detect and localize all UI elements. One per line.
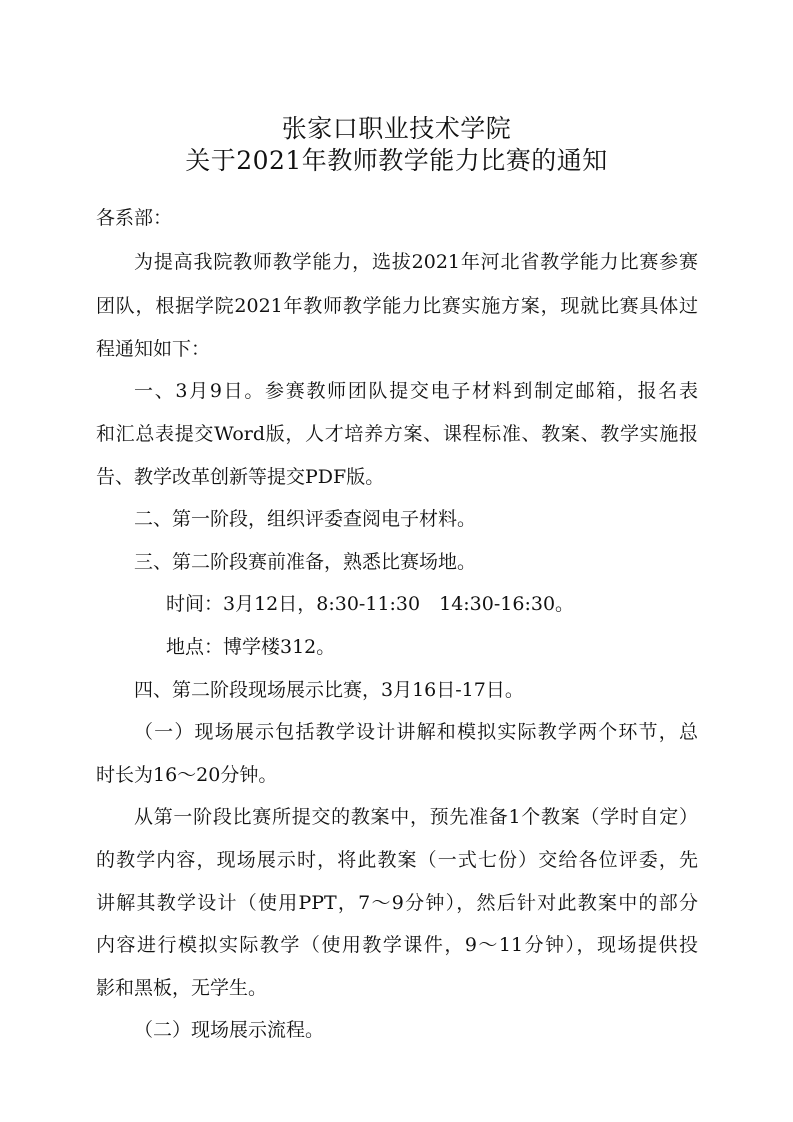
venue-line: 地点：博学楼312。: [166, 636, 336, 658]
schedule-time-line: 时间：3月12日，8:30-11:30 14:30-16:30。: [166, 593, 575, 615]
paragraph-line: 影和黑板，无学生。: [96, 977, 268, 999]
paragraph-line: 四、第二阶段现场展示比赛，3月16日-17日。: [134, 679, 524, 701]
paragraph-line: 为提高我院教师教学能力，选拔2021年河北省教学能力比赛参赛: [134, 251, 698, 273]
paragraph-line: 程通知如下：: [96, 338, 211, 360]
paragraph-line: 讲解其教学设计（使用PPT，7～9分钟），然后针对此教案中的部分: [96, 892, 698, 914]
paragraph-line: （一）现场展示包括教学设计讲解和模拟实际教学两个环节，总: [134, 721, 698, 743]
paragraph-line: 内容进行模拟实际教学（使用教学课件，9～11分钟），现场提供投: [96, 934, 698, 956]
paragraph-line: 时长为16～20分钟。: [96, 764, 278, 786]
paragraph-line: 从第一阶段比赛所提交的教案中，预先准备1个教案（学时自定）: [134, 806, 698, 828]
paragraph-line: 一、3月9日。参赛教师团队提交电子材料到制定邮箱，报名表: [134, 380, 698, 402]
document-title-line2: 关于2021年教师教学能力比赛的通知: [185, 146, 608, 175]
paragraph-line: 三、第二阶段赛前准备，熟悉比赛场地。: [134, 551, 477, 573]
paragraph-line: 告、教学改革创新等提交PDF版。: [96, 466, 385, 488]
salutation: 各系部：: [96, 207, 173, 229]
paragraph-line: 和汇总表提交Word版，人才培养方案、课程标准、教案、教学实施报: [96, 423, 698, 445]
document-title-line1: 张家口职业技术学院: [281, 114, 512, 143]
paragraph-line: （二）现场展示流程。: [134, 1019, 325, 1041]
paragraph-line: 团队，根据学院2021年教师教学能力比赛实施方案，现就比赛具体过: [96, 295, 698, 317]
paragraph-line: 的教学内容，现场展示时，将此教案（一式七份）交给各位评委，先: [96, 849, 698, 871]
paragraph-line: 二、第一阶段，组织评委查阅电子材料。: [134, 508, 477, 530]
